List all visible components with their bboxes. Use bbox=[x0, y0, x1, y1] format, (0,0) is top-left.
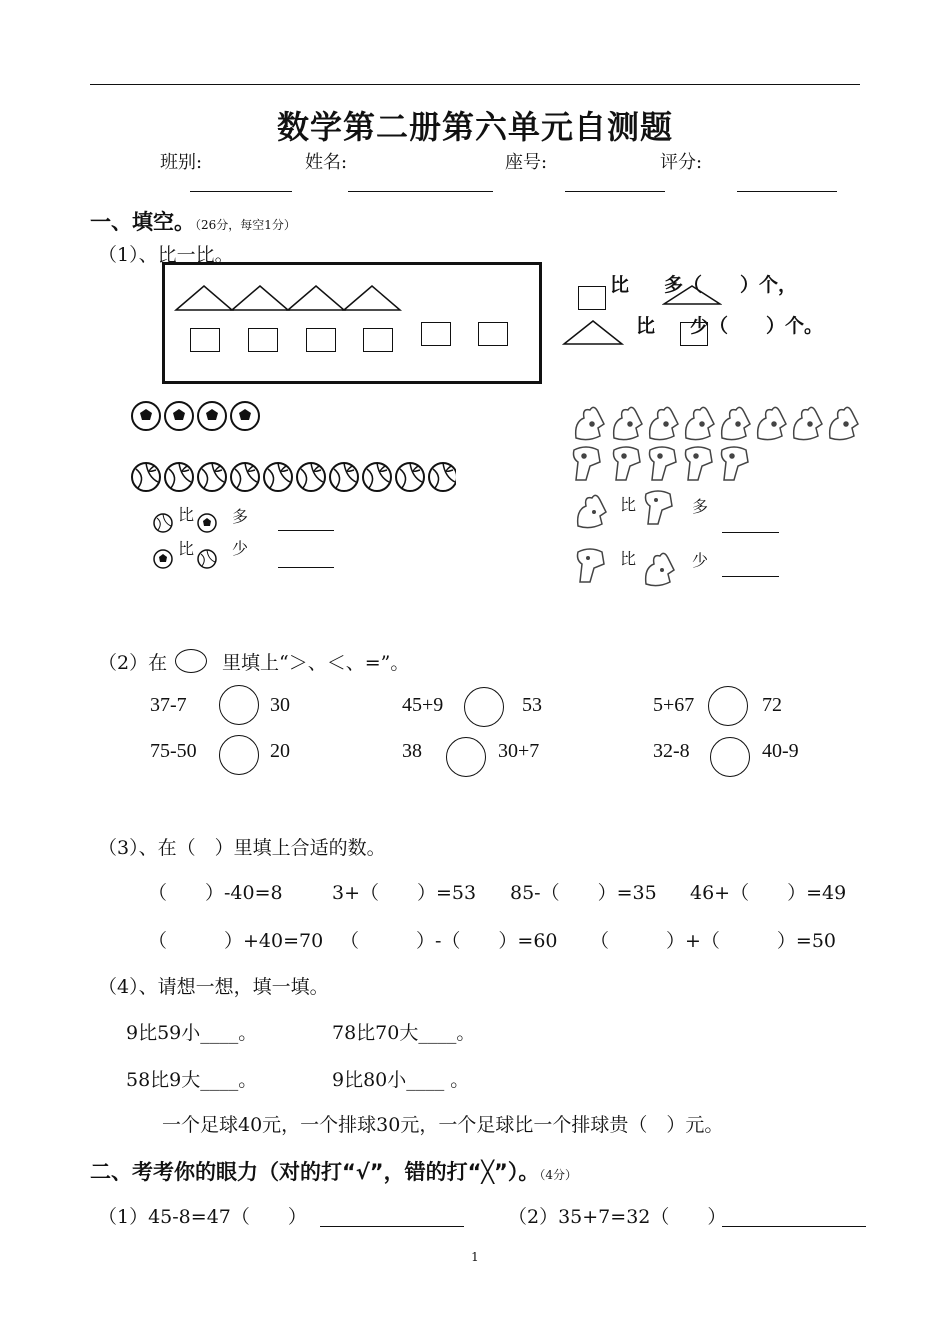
hen-icon bbox=[640, 486, 680, 530]
cmp-right: 53 bbox=[522, 694, 542, 716]
q2-label-a: （2）在 bbox=[98, 652, 168, 674]
compare-circle[interactable] bbox=[710, 737, 750, 777]
square-icon bbox=[306, 328, 336, 352]
fill-equation[interactable]: （ ）-（ ）=60 bbox=[340, 930, 558, 952]
rel2-shao: 少（ ）个。 bbox=[690, 315, 824, 337]
compare-circle[interactable] bbox=[219, 685, 259, 725]
triangle-icon bbox=[288, 286, 344, 310]
rooster-icon bbox=[758, 407, 786, 439]
rooster-icon bbox=[576, 407, 604, 439]
volleyballs-row bbox=[130, 460, 456, 494]
section1-note: （26分，每空1分） bbox=[195, 218, 296, 232]
rooster-icon bbox=[614, 407, 642, 439]
hen-icon bbox=[650, 447, 677, 480]
rooster-icon bbox=[794, 407, 822, 439]
volleyball-icon bbox=[297, 463, 325, 491]
top-rule bbox=[90, 84, 860, 85]
volleyball-icon bbox=[132, 463, 160, 491]
rooster-icon bbox=[830, 407, 858, 439]
cmp-right: 30+7 bbox=[498, 740, 540, 762]
cmp-right: 40-9 bbox=[762, 740, 799, 762]
square-icon bbox=[680, 322, 708, 346]
rooster-icon bbox=[722, 407, 750, 439]
q4-item[interactable]: 78比70大____。 bbox=[332, 1022, 476, 1044]
name-label: 姓名: bbox=[305, 152, 348, 173]
triangle-icon bbox=[176, 286, 232, 310]
square-icon bbox=[578, 286, 606, 310]
roosters-bi-2: 比 bbox=[620, 549, 637, 568]
seat-field[interactable] bbox=[565, 191, 665, 192]
hen-icon bbox=[686, 447, 713, 480]
soccer-ball-icon bbox=[152, 548, 174, 570]
fill-equation[interactable]: 3+（ ）=53 bbox=[332, 882, 477, 904]
section1-title: 一、填空。 bbox=[90, 210, 195, 234]
volleyball-icon bbox=[264, 463, 292, 491]
hen-icon bbox=[574, 447, 601, 480]
soccer-ball-icon bbox=[198, 402, 226, 430]
cmp-right: 20 bbox=[270, 740, 290, 762]
fill-equation[interactable]: （ ）+（ ）=50 bbox=[590, 930, 837, 952]
judge-correction-2[interactable] bbox=[722, 1226, 866, 1227]
score-label: 评分: bbox=[660, 152, 703, 173]
q3-label: （3）、在（ ）里填上合适的数。 bbox=[98, 837, 386, 859]
compare-circle[interactable] bbox=[708, 686, 748, 726]
page-title: 数学第二册第六单元自测题 bbox=[276, 108, 673, 146]
volleyball-icon bbox=[152, 512, 174, 534]
judge-item-2[interactable]: （2）35+7=32（ ） bbox=[508, 1206, 727, 1228]
page-number: 1 bbox=[471, 1250, 479, 1264]
compare-circle[interactable] bbox=[446, 737, 486, 777]
soccer-balls-row bbox=[130, 400, 262, 434]
rooster-icon bbox=[650, 407, 678, 439]
triangle-icon bbox=[344, 286, 400, 310]
q1-label: （1）、比一比。 bbox=[98, 244, 234, 266]
soccer-ball-icon bbox=[165, 402, 193, 430]
compare-circle[interactable] bbox=[219, 735, 259, 775]
q4-item[interactable]: 9比80小____ 。 bbox=[332, 1069, 470, 1091]
volleyball-icon bbox=[196, 548, 218, 570]
rel2-bi: 比 bbox=[636, 315, 656, 337]
hen-icon bbox=[572, 544, 612, 588]
roosters-group bbox=[570, 400, 870, 490]
rel1-duo: 多（ ）个， bbox=[664, 274, 798, 296]
section2-heading bbox=[90, 1156, 577, 1186]
fill-equation[interactable]: 46+（ ）=49 bbox=[690, 882, 847, 904]
square-icon bbox=[190, 328, 220, 352]
hen-icon bbox=[722, 447, 749, 480]
square-icon bbox=[478, 322, 508, 346]
class-field[interactable] bbox=[190, 191, 292, 192]
cmp-left: 37-7 bbox=[150, 694, 187, 716]
volleyball-icon bbox=[165, 463, 193, 491]
blank-circle-icon bbox=[175, 649, 207, 673]
fill-equation[interactable]: （ ）-40=8 bbox=[148, 882, 283, 904]
volleyball-icon bbox=[396, 463, 424, 491]
balls-bi-1: 比 bbox=[178, 505, 195, 524]
balls-shao-answer[interactable] bbox=[278, 567, 334, 568]
soccer-ball-icon bbox=[132, 402, 160, 430]
volleyball-icon bbox=[198, 463, 226, 491]
cmp-left: 45+9 bbox=[402, 694, 444, 716]
compare-circle[interactable] bbox=[464, 687, 504, 727]
square-icon bbox=[248, 328, 278, 352]
section2-title: 二、考考你的眼力（对的打“√”，错的打“╳”）。 bbox=[90, 1160, 540, 1184]
judge-item-1[interactable]: （1）45-8=47（ ） bbox=[98, 1206, 307, 1228]
q4-item[interactable]: 9比59小____。 bbox=[126, 1022, 258, 1044]
name-field[interactable] bbox=[348, 191, 493, 192]
q4-label: （4）、请想一想，填一填。 bbox=[98, 976, 329, 998]
volleyball-icon bbox=[429, 463, 456, 491]
section2-note: （4分） bbox=[539, 1168, 577, 1182]
balls-duo-answer[interactable] bbox=[278, 530, 334, 531]
balls-bi-2: 比 bbox=[178, 539, 195, 558]
roosters-shao-answer[interactable] bbox=[722, 576, 779, 577]
square-icon bbox=[363, 328, 393, 352]
fill-equation[interactable]: （ ）+40=70 bbox=[148, 930, 324, 952]
triangles-row bbox=[172, 282, 412, 314]
score-field[interactable] bbox=[737, 191, 837, 192]
rel1-bi: 比 bbox=[610, 274, 630, 296]
roosters-shao: 少 bbox=[692, 551, 709, 570]
volleyball-icon bbox=[363, 463, 391, 491]
judge-correction-1[interactable] bbox=[320, 1226, 464, 1227]
roosters-bi-1: 比 bbox=[620, 495, 637, 514]
soccer-ball-icon bbox=[231, 402, 259, 430]
volleyball-icon bbox=[330, 463, 358, 491]
seat-label: 座号: bbox=[505, 152, 548, 173]
roosters-duo: 多 bbox=[692, 497, 709, 516]
square-icon bbox=[421, 322, 451, 346]
q4-item[interactable]: 58比9大____。 bbox=[126, 1069, 258, 1091]
cmp-right: 30 bbox=[270, 694, 290, 716]
balls-duo: 多 bbox=[232, 507, 249, 526]
triangle-icon bbox=[662, 284, 722, 306]
triangle-icon bbox=[562, 318, 624, 346]
hen-icon bbox=[614, 447, 641, 480]
rooster-icon bbox=[686, 407, 714, 439]
q4-word-problem[interactable]: 一个足球40元，一个排球30元，一个足球比一个排球贵（ ）元。 bbox=[162, 1114, 724, 1136]
cmp-left: 75-50 bbox=[150, 740, 197, 762]
cmp-left: 5+67 bbox=[653, 694, 695, 716]
cmp-left: 38 bbox=[402, 740, 422, 762]
cmp-right: 72 bbox=[762, 694, 782, 716]
rooster-icon bbox=[572, 486, 612, 530]
fill-equation[interactable]: 85-（ ）=35 bbox=[510, 882, 657, 904]
cmp-left: 32-8 bbox=[653, 740, 690, 762]
soccer-ball-icon bbox=[196, 512, 218, 534]
balls-shao: 少 bbox=[232, 539, 249, 558]
volleyball-icon bbox=[231, 463, 259, 491]
q2-label-b: 里填上“＞、＜、=”。 bbox=[222, 652, 410, 674]
roosters-duo-answer[interactable] bbox=[722, 532, 779, 533]
section1-heading bbox=[90, 206, 296, 236]
class-label: 班别: bbox=[160, 152, 203, 173]
triangle-icon bbox=[232, 286, 288, 310]
rooster-icon bbox=[640, 544, 680, 588]
